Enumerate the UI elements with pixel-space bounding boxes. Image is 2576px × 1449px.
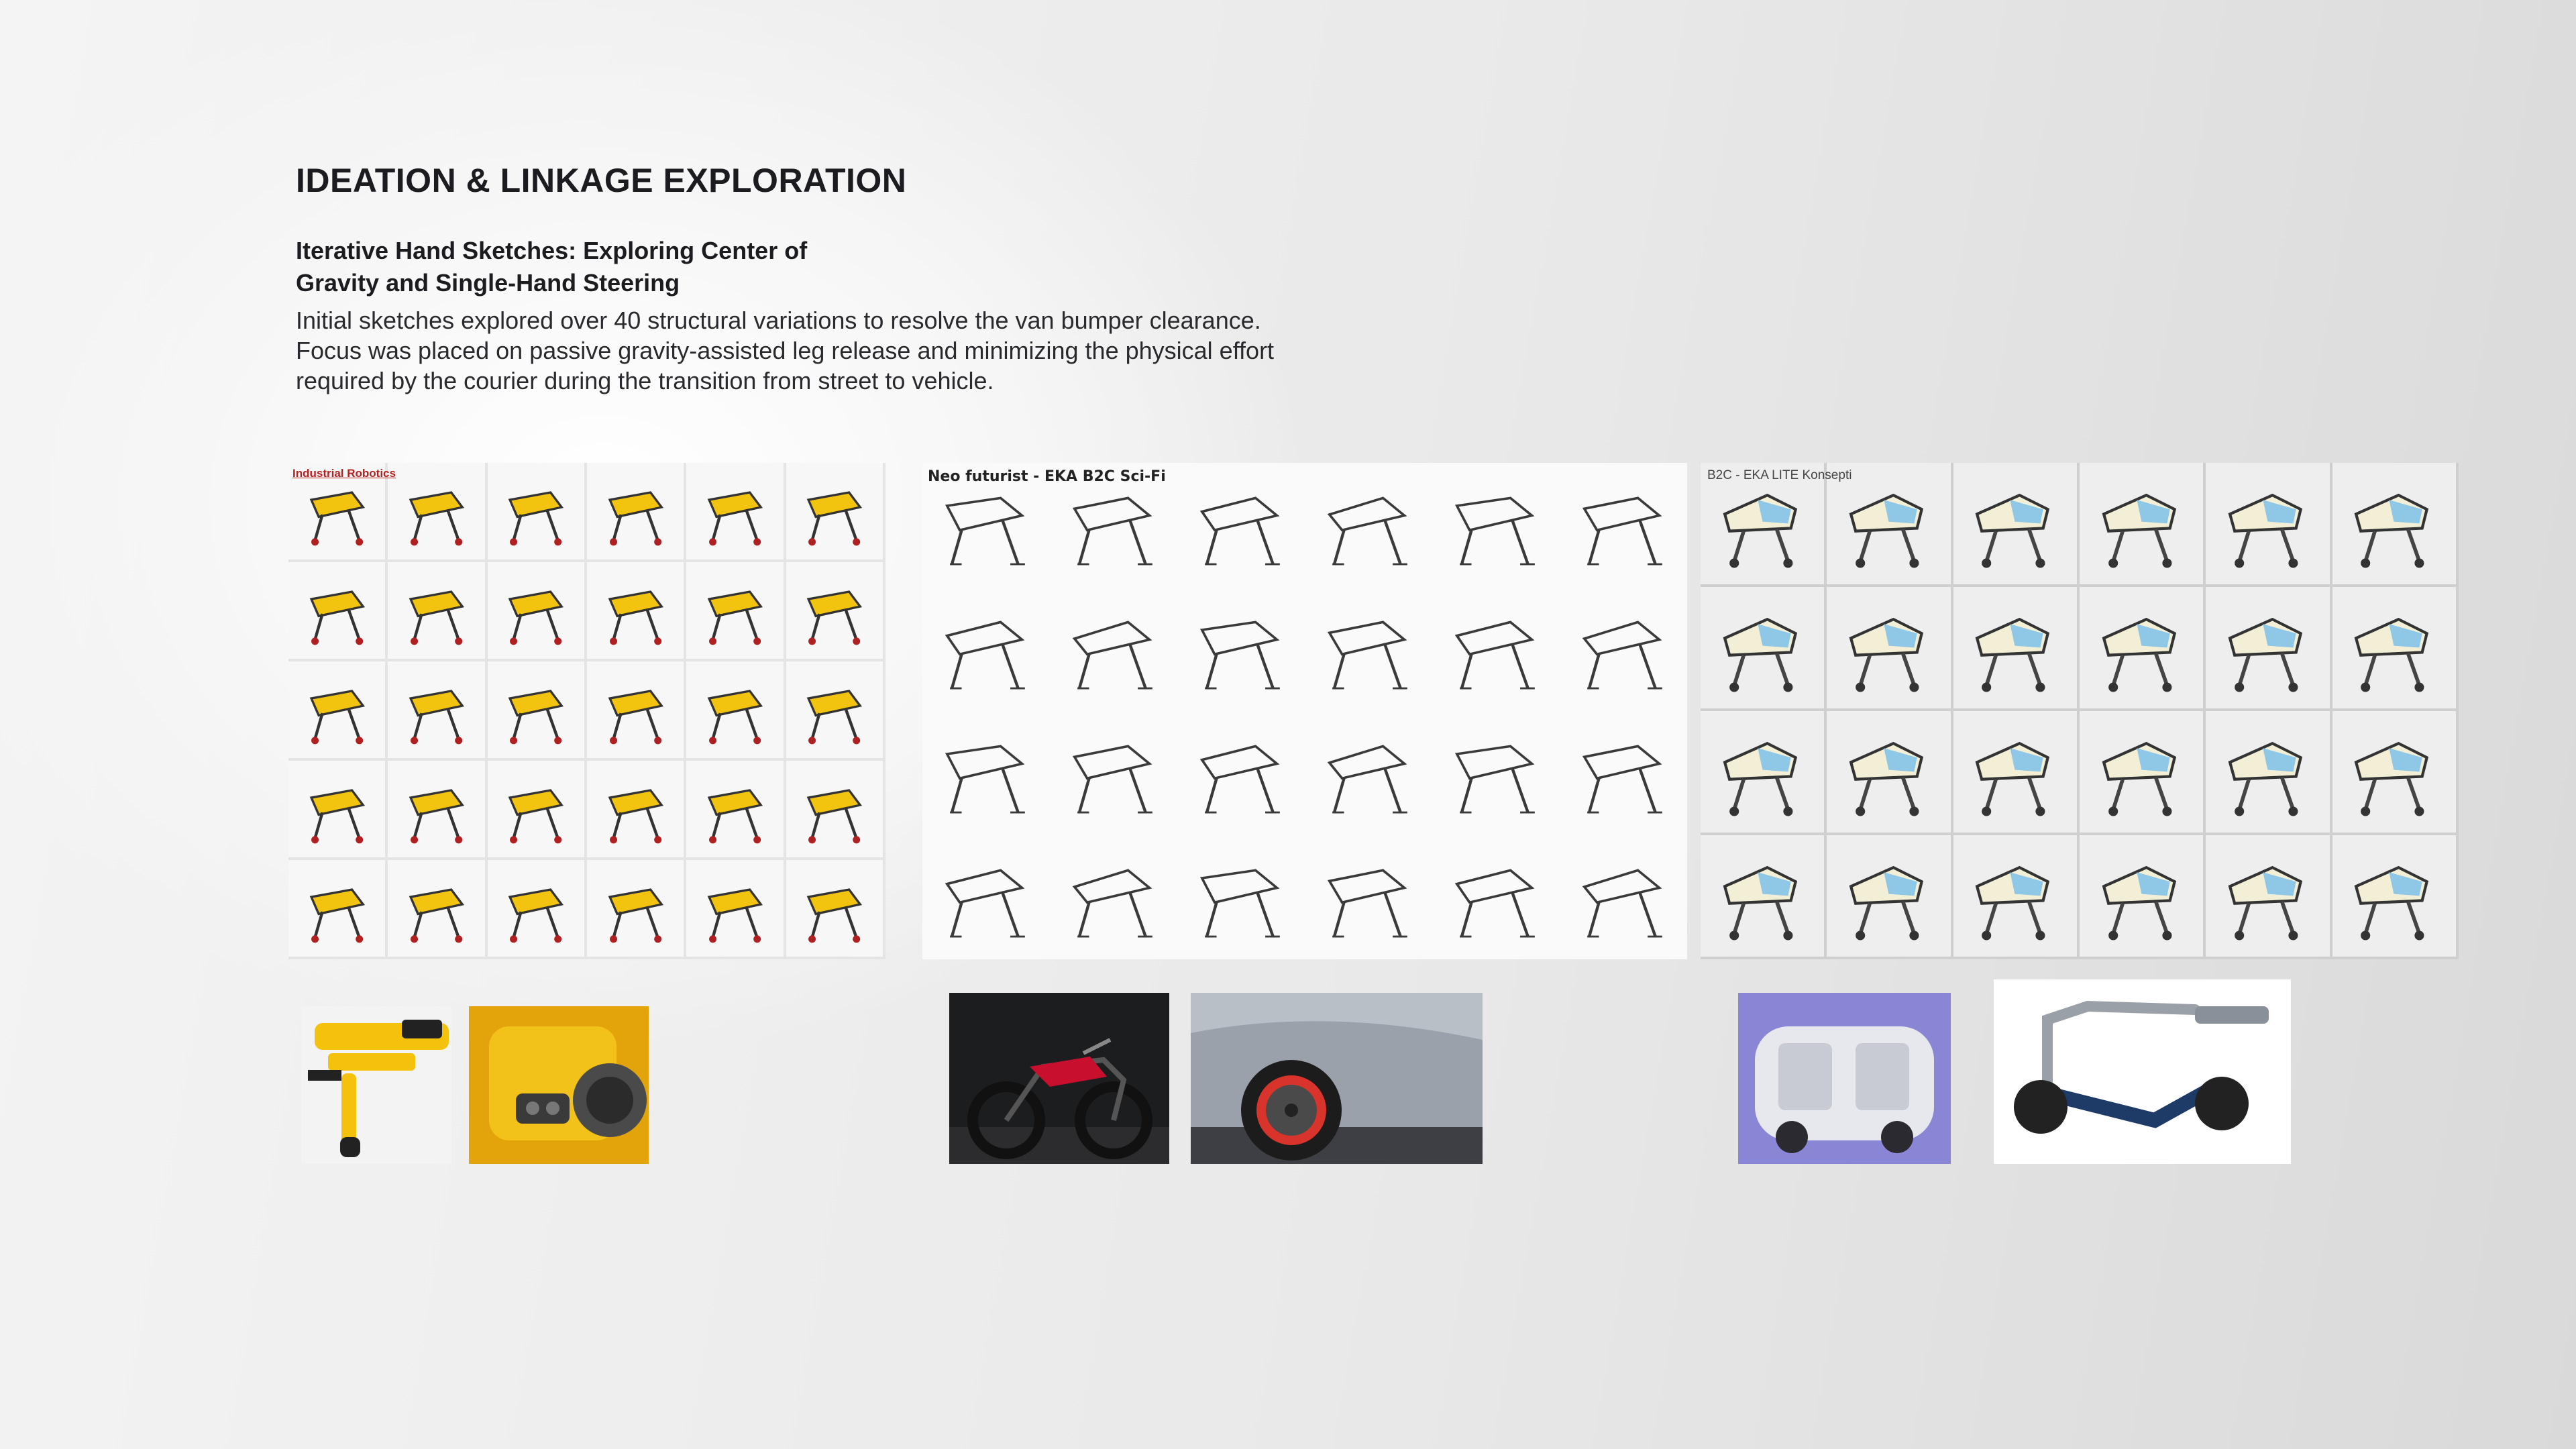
vehicle-sketch [794,472,875,549]
vehicle-sketch [1837,847,1941,945]
description-line-3: required by the courier during the transition from street to vehicle. [296,367,994,394]
sketch-thumbnail [1701,835,1827,959]
vehicle-sketch [595,671,676,748]
yellow-sketch-panel [288,463,885,959]
vehicle-sketch [2342,847,2446,945]
sketch-thumbnail [922,711,1050,835]
sketch-thumbnail [2080,835,2206,959]
vehicle-sketch [932,724,1040,823]
sketch-thumbnail [786,761,885,860]
sketch-thumbnail [922,587,1050,711]
sketch-thumbnail [1432,711,1560,835]
vehicle-sketch [1315,476,1422,575]
sketch-thumbnail [488,860,587,959]
sketch-thumbnail [587,463,686,562]
vehicle-sketch [1442,600,1550,699]
vehicle-sketch [1837,723,1941,820]
subtitle-line-2: Gravity and Single-Hand Steering [296,269,680,297]
sketch-thumbnail [1177,463,1305,587]
sketch-thumbnail [288,661,388,761]
sketch-thumbnail [388,562,487,661]
vehicle-sketch [1711,599,1815,696]
vehicle-sketch [932,476,1040,575]
sketch-thumbnail [1432,463,1560,587]
sketch-thumbnail [1953,711,2080,835]
vehicle-sketch [396,671,477,748]
vehicle-sketch [694,869,775,947]
sketch-thumbnail [2332,463,2459,587]
sketch-thumbnail [488,463,587,562]
vehicle-sketch [495,770,576,847]
battery-module-photo [469,1006,649,1164]
sketch-thumbnail [686,562,786,661]
sketch-thumbnail [2206,587,2332,711]
page-title: IDEATION & LINKAGE EXPLORATION [296,162,907,199]
sketch-thumbnail [587,661,686,761]
vehicle-sketch [396,770,477,847]
battery-module-illustration [469,1006,649,1164]
sketch-thumbnail [1177,587,1305,711]
description-text [296,305,1436,396]
vehicle-sketch [2342,599,2446,696]
vehicle-sketch [495,572,576,649]
vehicle-sketch [1837,599,1941,696]
vehicle-sketch [694,572,775,649]
sketch-thumbnail [1953,463,2080,587]
sketch-thumbnail [288,860,388,959]
vehicle-sketch [932,600,1040,699]
sports-car-wheel-illustration [1191,993,1483,1164]
vehicle-sketch [1570,848,1677,947]
vehicle-sketch [1315,848,1422,947]
sketch-thumbnail [2332,711,2459,835]
sports-car-wheel-photo [1191,993,1483,1164]
sketch-thumbnail [587,860,686,959]
vehicle-sketch [1060,600,1167,699]
vehicle-sketch [1570,724,1677,823]
sketch-thumbnail [1701,711,1827,835]
vehicle-sketch [396,572,477,649]
sketch-thumbnail [1560,835,1687,959]
vehicle-sketch [1315,600,1422,699]
sketch-thumbnail [1827,835,1953,959]
sketch-thumbnail [2080,711,2206,835]
vehicle-sketch [794,869,875,947]
sketch-thumbnail [686,860,786,959]
sketch-thumbnail [587,562,686,661]
vehicle-sketch [297,869,378,947]
sketch-thumbnail [1432,835,1560,959]
vehicle-sketch [1060,724,1167,823]
sketch-thumbnail [922,835,1050,959]
line-panel-label: Neo futurist - EKA B2C Sci-Fi [928,468,1166,485]
sketch-thumbnail [1305,835,1432,959]
sketch-thumbnail [1827,587,1953,711]
sketch-thumbnail [786,860,885,959]
line-sketch-grid [922,463,1687,959]
quadruped-robot-photo [301,1006,451,1164]
vehicle-sketch [297,671,378,748]
description-line-2: Focus was placed on passive gravity-assisted leg release and minimizing the physical effort [296,337,1275,364]
subtitle-line-1: Iterative Hand Sketches: Exploring Center of [296,237,808,264]
blue-sketch-panel [1701,463,2459,959]
sketch-thumbnail [388,860,487,959]
sketch-thumbnail [2080,587,2206,711]
yellow-sketch-grid [288,463,885,959]
blue-sketch-grid [1701,463,2459,959]
vehicle-sketch [2216,475,2320,572]
vehicle-sketch [1963,475,2067,572]
line-sketch-panel [922,463,1687,959]
sketch-thumbnail [1050,587,1177,711]
sketch-thumbnail [1560,711,1687,835]
vehicle-sketch [396,472,477,549]
vehicle-sketch [1187,724,1295,823]
sketch-thumbnail [786,562,885,661]
sketch-thumbnail [2206,835,2332,959]
sketch-thumbnail [1560,463,1687,587]
electric-scooter-illustration [1994,979,2291,1164]
sketch-thumbnail [388,463,487,562]
sketch-thumbnail [686,761,786,860]
sketch-thumbnail [1177,711,1305,835]
vehicle-sketch [495,671,576,748]
sketch-thumbnail [488,761,587,860]
vehicle-sketch [1837,475,1941,572]
sketch-thumbnail [1827,711,1953,835]
sketch-thumbnail [587,761,686,860]
sketch-thumbnail [1560,587,1687,711]
vehicle-sketch [297,572,378,649]
sketch-thumbnail [2332,835,2459,959]
sketch-thumbnail [786,661,885,761]
vehicle-sketch [2216,723,2320,820]
vehicle-sketch [1442,724,1550,823]
sketch-thumbnail [1305,587,1432,711]
vehicle-sketch [495,472,576,549]
vehicle-sketch [1963,847,2067,945]
vehicle-sketch [595,472,676,549]
vehicle-sketch [2216,599,2320,696]
vehicle-sketch [396,869,477,947]
delivery-van-illustration [1738,993,1951,1164]
vehicle-sketch [794,572,875,649]
sketch-thumbnail [686,661,786,761]
vehicle-sketch [1963,599,2067,696]
yellow-panel-label: Industrial Robotics [292,467,396,480]
vehicle-sketch [595,869,676,947]
sketch-thumbnail [686,463,786,562]
sketch-thumbnail [388,761,487,860]
sketch-thumbnail [2332,587,2459,711]
vehicle-sketch [694,472,775,549]
vehicle-sketch [794,671,875,748]
vehicle-sketch [2090,475,2194,572]
section-subtitle [296,235,940,299]
vehicle-sketch [1711,847,1815,945]
vehicle-sketch [932,848,1040,947]
vehicle-sketch [297,472,378,549]
sketch-thumbnail [288,761,388,860]
vehicle-sketch [1442,848,1550,947]
vehicle-sketch [297,770,378,847]
sketch-thumbnail [2080,463,2206,587]
quadruped-robot-illustration [301,1006,451,1164]
electric-scooter-photo [1994,979,2291,1164]
vehicle-sketch [595,572,676,649]
sketch-thumbnail [288,562,388,661]
vehicle-sketch [2342,475,2446,572]
vehicle-sketch [794,770,875,847]
sketch-thumbnail [2206,463,2332,587]
vehicle-sketch [1570,476,1677,575]
blue-panel-label: B2C - EKA LITE Konsepti [1707,468,1852,482]
vehicle-sketch [1711,723,1815,820]
vehicle-sketch [1570,600,1677,699]
vehicle-sketch [595,770,676,847]
vehicle-sketch [495,869,576,947]
delivery-van-photo [1738,993,1951,1164]
vehicle-sketch [1187,600,1295,699]
vehicle-sketch [1060,848,1167,947]
vehicle-sketch [2090,599,2194,696]
sketch-thumbnail [1177,835,1305,959]
sketch-thumbnail [1050,835,1177,959]
sketch-thumbnail [488,562,587,661]
sketch-thumbnail [1701,587,1827,711]
vehicle-sketch [2216,847,2320,945]
vehicle-sketch [2090,847,2194,945]
sketch-thumbnail [1432,587,1560,711]
sketch-thumbnail [1305,711,1432,835]
vehicle-sketch [1442,476,1550,575]
vehicle-sketch [2342,723,2446,820]
sketch-thumbnail [1305,463,1432,587]
vehicle-sketch [1187,848,1295,947]
sketch-thumbnail [1953,835,2080,959]
sketch-thumbnail [388,661,487,761]
motorcycle-photo [949,993,1169,1164]
sketch-thumbnail [488,661,587,761]
vehicle-sketch [1711,475,1815,572]
vehicle-sketch [1963,723,2067,820]
sketch-thumbnail [1050,711,1177,835]
vehicle-sketch [694,671,775,748]
motorcycle-illustration [949,993,1169,1164]
vehicle-sketch [1060,476,1167,575]
sketch-thumbnail [2206,711,2332,835]
vehicle-sketch [2090,723,2194,820]
sketch-thumbnail [786,463,885,562]
description-line-1: Initial sketches explored over 40 structural variations to resolve the van bumper clearance. [296,307,1261,334]
vehicle-sketch [694,770,775,847]
vehicle-sketch [1315,724,1422,823]
vehicle-sketch [1187,476,1295,575]
sketch-thumbnail [1953,587,2080,711]
